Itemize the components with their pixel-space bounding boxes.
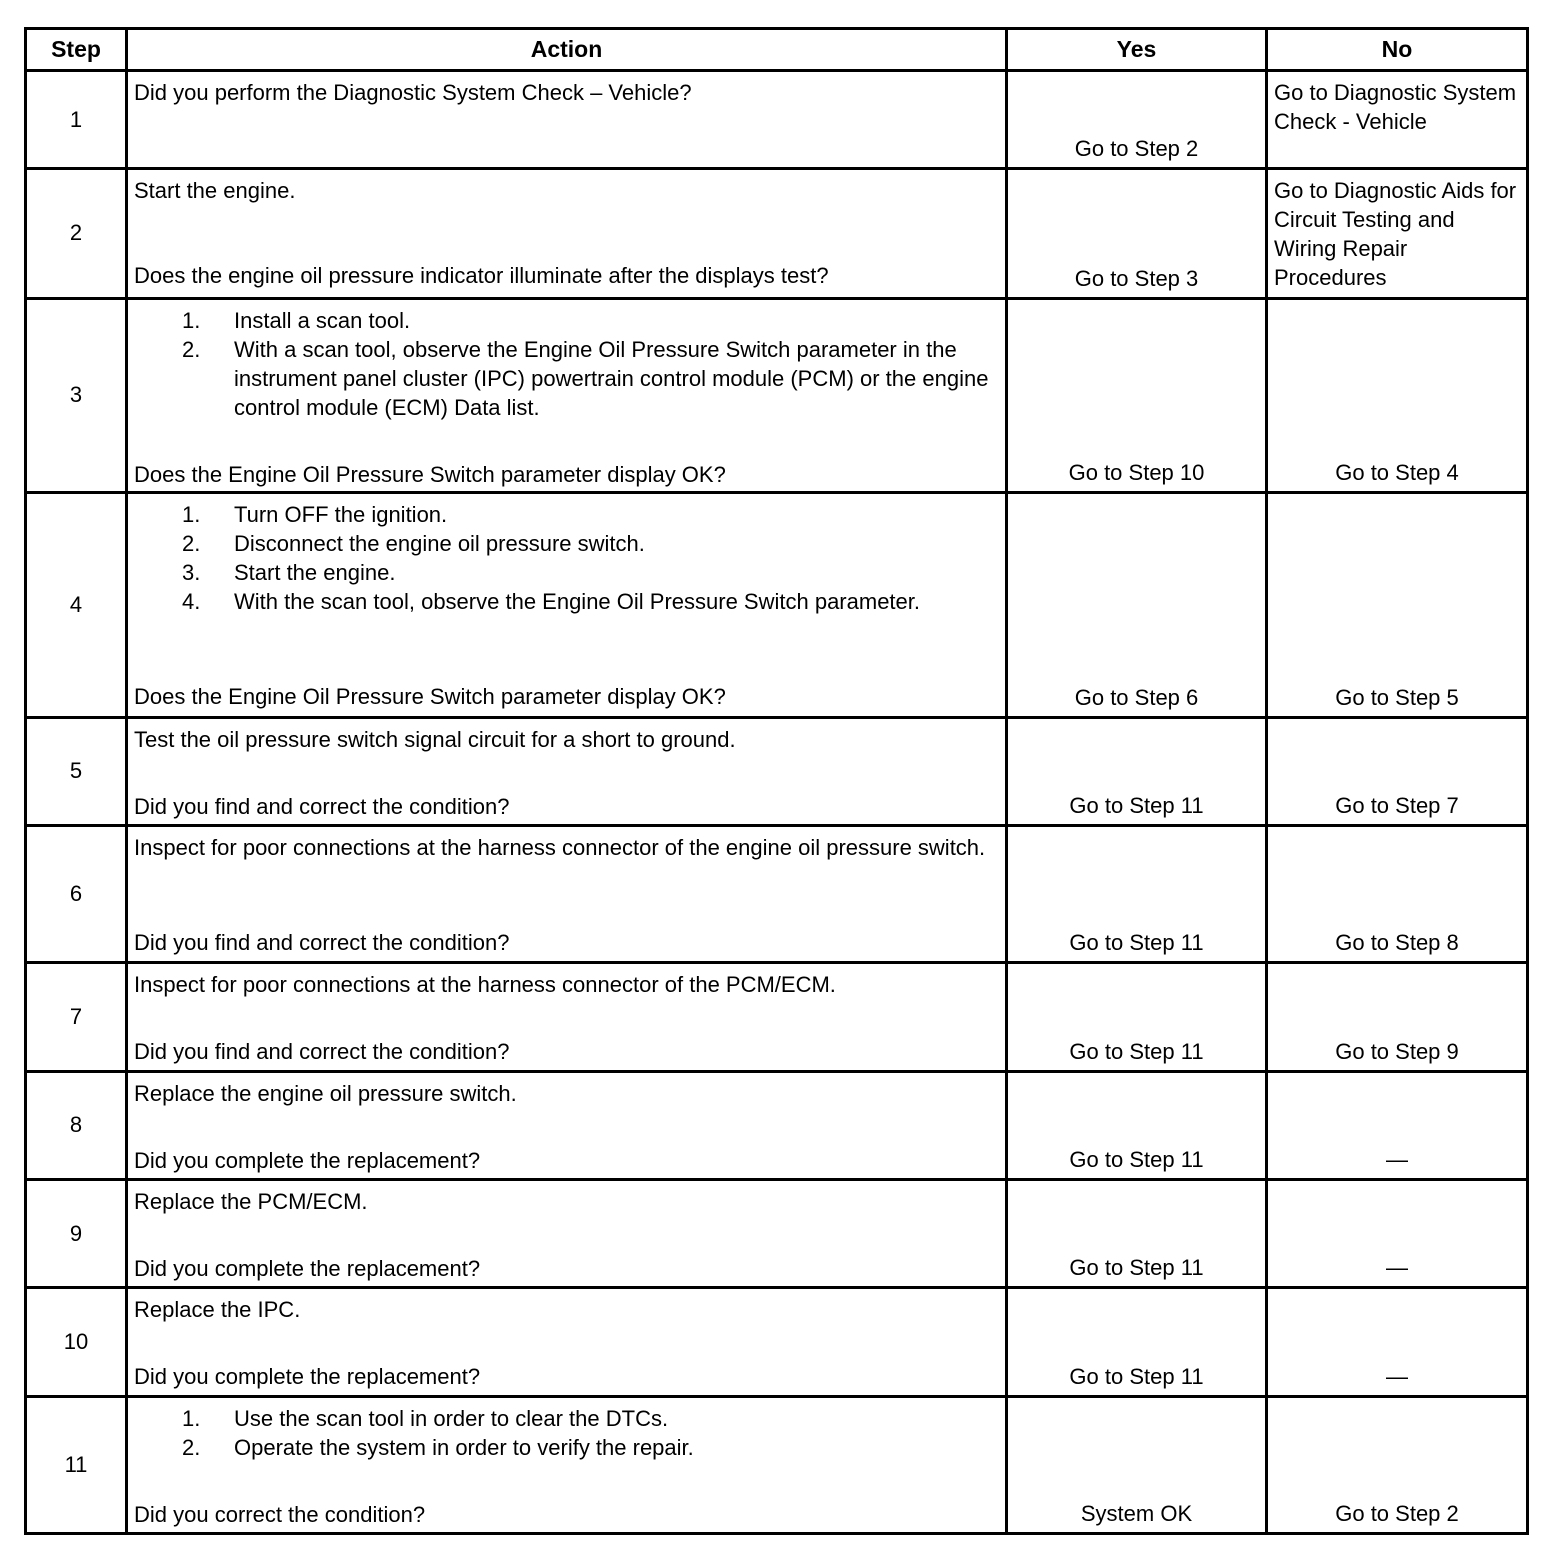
action-cell: [127, 1179, 1007, 1287]
no-result: —: [1267, 1179, 1528, 1287]
list-item-text: Use the scan tool in order to clear the DTCs.: [234, 1405, 669, 1431]
header-no: No: [1267, 29, 1528, 71]
yes-result: Go to Step 11: [1007, 717, 1267, 825]
table-row: [26, 1288, 1528, 1396]
action-question: Did you find and correct the condition?: [134, 930, 510, 956]
action-cell: [127, 71, 1007, 169]
list-item: [182, 306, 999, 335]
table-row: [26, 1396, 1528, 1533]
header-row: [26, 29, 1528, 71]
list-item: [182, 587, 999, 616]
action-text: Inspect for poor connections at the harness connector of the PCM/ECM.: [134, 972, 836, 998]
action-question: Did you complete the replacement?: [134, 1255, 481, 1281]
procedure-list: [134, 500, 999, 616]
list-item: [182, 1404, 999, 1433]
action-question: Does the engine oil pressure indicator illuminate after the displays test?: [134, 263, 829, 289]
yes-result: Go to Step 6: [1007, 493, 1267, 718]
action-question: Does the Engine Oil Pressure Switch parameter display OK?: [134, 461, 726, 487]
table-row: [26, 298, 1528, 493]
yes-result: Go to Step 11: [1007, 1071, 1267, 1179]
list-item-text: With the scan tool, observe the Engine Oil Pressure Switch parameter.: [234, 589, 920, 615]
step-number: 10: [26, 1288, 127, 1396]
no-result: Go to Step 5: [1267, 493, 1528, 718]
table-row: [26, 493, 1528, 718]
list-item-text: Install a scan tool.: [234, 307, 411, 333]
list-item-number: 1.: [182, 1405, 201, 1431]
action-cell: [127, 493, 1007, 718]
list-item-number: 3.: [182, 560, 201, 586]
action-text: Replace the engine oil pressure switch.: [134, 1080, 517, 1106]
no-result: Go to Step 8: [1267, 826, 1528, 963]
list-item-text: With a scan tool, observe the Engine Oil Pressure Switch parameter in the instrument panel cluster (IPC) powertrain control module (PCM) or the engine control module (ECM) Data list.: [234, 336, 989, 420]
yes-result: Go to Step 11: [1007, 1179, 1267, 1287]
step-number: 11: [26, 1396, 127, 1533]
action-question: Did you find and correct the condition?: [134, 793, 510, 819]
step-number: 9: [26, 1179, 127, 1287]
step-number: 2: [26, 169, 127, 298]
list-item: [182, 500, 999, 529]
action-text: Inspect for poor connections at the harness connector of the engine oil pressure switch.: [134, 835, 986, 861]
action-question: Does the Engine Oil Pressure Switch parameter display OK?: [134, 684, 726, 710]
list-item-text: Disconnect the engine oil pressure switch.: [234, 531, 645, 557]
table-row: [26, 169, 1528, 298]
diagnostic-table: [24, 27, 1529, 1535]
table-body: [26, 71, 1528, 1534]
yes-result: Go to Step 11: [1007, 826, 1267, 963]
no-result: Go to Step 4: [1267, 298, 1528, 493]
yes-result: Go to Step 2: [1007, 71, 1267, 169]
header-step: Step: [26, 29, 127, 71]
no-result: Go to Step 2: [1267, 1396, 1528, 1533]
step-number: 5: [26, 717, 127, 825]
action-cell: [127, 963, 1007, 1071]
no-result: Go to Diagnostic Aids for Circuit Testing and Wiring Repair Procedures: [1267, 169, 1528, 298]
action-question: Did you complete the replacement?: [134, 1147, 481, 1173]
step-number: 3: [26, 298, 127, 493]
no-result: Go to Step 9: [1267, 963, 1528, 1071]
procedure-list: [134, 1404, 999, 1462]
yes-result: Go to Step 10: [1007, 298, 1267, 493]
table-row: [26, 717, 1528, 825]
table-row: [26, 826, 1528, 963]
list-item-number: 1.: [182, 502, 201, 528]
list-item-number: 1.: [182, 307, 201, 333]
action-question: Did you complete the replacement?: [134, 1364, 481, 1390]
list-item: [182, 558, 999, 587]
action-cell: [127, 1288, 1007, 1396]
action-cell: [127, 298, 1007, 493]
list-item-number: 2.: [182, 336, 201, 362]
list-item-number: 2.: [182, 1434, 201, 1460]
action-text: Did you perform the Diagnostic System Check – Vehicle?: [134, 80, 692, 105]
yes-result: Go to Step 11: [1007, 963, 1267, 1071]
action-question: Did you find and correct the condition?: [134, 1039, 510, 1065]
action-cell: [127, 717, 1007, 825]
action-text: Replace the PCM/ECM.: [134, 1188, 368, 1214]
action-question: Did you correct the condition?: [134, 1501, 426, 1527]
header-action: Action: [127, 29, 1007, 71]
action-text: Test the oil pressure switch signal circuit for a short to ground.: [134, 726, 736, 752]
procedure-list: [134, 306, 999, 422]
action-text: Replace the IPC.: [134, 1297, 301, 1323]
list-item-number: 2.: [182, 531, 201, 557]
table-row: [26, 1071, 1528, 1179]
list-item-text: Operate the system in order to verify the repair.: [234, 1434, 694, 1460]
action-cell: [127, 1071, 1007, 1179]
step-number: 1: [26, 71, 127, 169]
action-cell: [127, 826, 1007, 963]
no-result: —: [1267, 1288, 1528, 1396]
list-item-number: 4.: [182, 589, 201, 615]
step-number: 8: [26, 1071, 127, 1179]
no-result: Go to Diagnostic System Check - Vehicle: [1267, 71, 1528, 169]
table-row: [26, 963, 1528, 1071]
step-number: 6: [26, 826, 127, 963]
list-item-text: Start the engine.: [234, 560, 396, 586]
no-result: Go to Step 7: [1267, 717, 1528, 825]
yes-result: Go to Step 11: [1007, 1288, 1267, 1396]
action-text: Start the engine.: [134, 178, 296, 204]
list-item: [182, 1433, 999, 1462]
yes-result: Go to Step 3: [1007, 169, 1267, 298]
table-row: [26, 1179, 1528, 1287]
list-item: [182, 529, 999, 558]
step-number: 7: [26, 963, 127, 1071]
list-item: [182, 335, 999, 422]
step-number: 4: [26, 493, 127, 718]
table-row: [26, 71, 1528, 169]
no-result: —: [1267, 1071, 1528, 1179]
yes-result: System OK: [1007, 1396, 1267, 1533]
list-item-text: Turn OFF the ignition.: [234, 502, 448, 528]
header-yes: Yes: [1007, 29, 1267, 71]
action-cell: [127, 169, 1007, 298]
action-cell: [127, 1396, 1007, 1533]
